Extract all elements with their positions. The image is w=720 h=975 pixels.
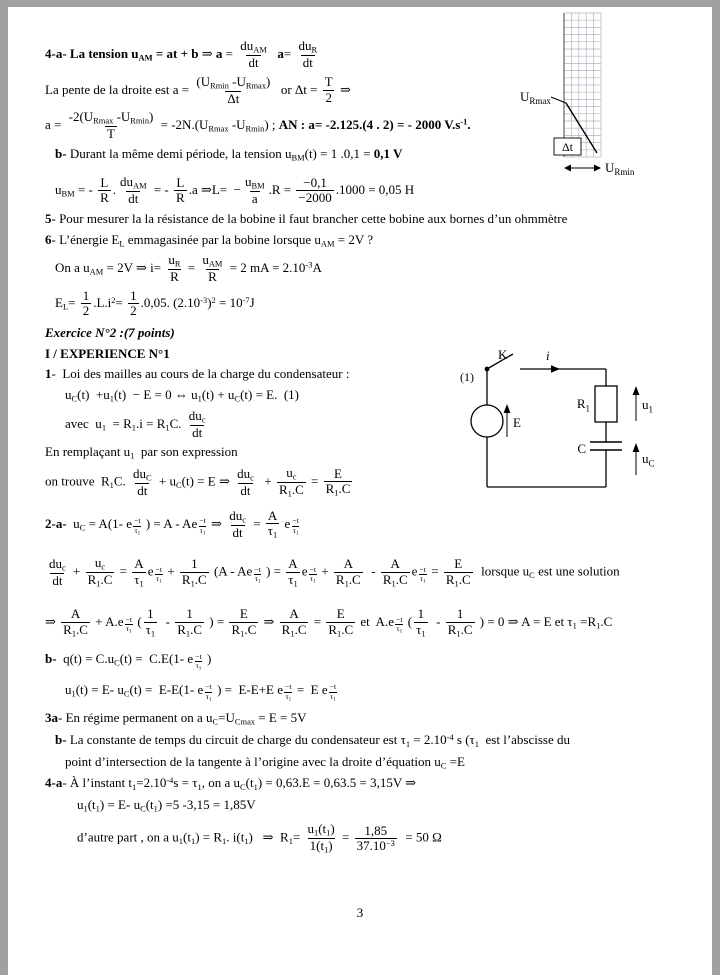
- fraction: $\frac{A}{R1.C}$: [281, 606, 307, 639]
- capacitor-plates: [590, 442, 622, 450]
- uc-label: $u_C$: [642, 451, 655, 469]
- fraction: $\frac{A}{\tau 1}$: [267, 507, 278, 540]
- c-label: C: [577, 441, 586, 456]
- doc-line: b- Durant la même demi période, la tension uBM(t) = 1 .0,1 = 0,1 V: [55, 145, 403, 163]
- fraction: $\frac{1}{R1.C}$: [181, 556, 207, 589]
- fraction: $\frac{1}{R1.C}$: [177, 606, 203, 639]
- doc-line: 1- Loi des mailles au cours de la charge du condensateur :: [45, 366, 350, 382]
- node1-label: (1): [460, 370, 474, 384]
- exponent-fraction: $\frac{-t}{\tau 1}$: [309, 564, 317, 585]
- doc-line: 3a- En régime permanent on a uC=UCmax = E = 5V: [45, 710, 307, 727]
- fraction: $\frac{E}{R1.C}$: [231, 606, 257, 639]
- doc-line: a = $\frac{-2(URmax -URmin)}{T}$ = -2N.(URmax -URmin) ; AN : a= -2.125.(4 . 2) = - 2000 $V.s^{-1}$.: [45, 109, 471, 142]
- fraction: $\frac{\text{duc}}{dt}$: [49, 556, 66, 589]
- fraction: $\frac{T}{2}$: [324, 74, 333, 105]
- current-label: i: [546, 348, 550, 363]
- fraction: $\frac{1,85}{37.10^{-3}}$: [356, 822, 395, 854]
- fraction: $\frac{uc}{R1.C}$: [87, 555, 113, 589]
- exponent-fraction: $\frac{-t}{\tau 1}$: [125, 614, 133, 635]
- exponent-fraction: $\frac{-t}{\tau 1}$: [205, 682, 212, 703]
- resistor-box: [595, 386, 617, 422]
- generator-symbol: [471, 405, 503, 437]
- doc-line: $\frac{\text{duc}}{dt}$ + $\frac{uc}{R1.C}$ = $\frac{A}{\tau 1}$ e $\frac{-t}{\tau 1}$ + $\frac{1}{R1.C}$ (A - Ae $\frac{-t}{\tau 1}$ ) = $\frac{A}{\tau 1}$ e $\frac{-t}{\tau 1}$ + $\frac{A}{R1.C}$ - $\frac{A}{R1.C}$ e $\frac{-t}{\tau 1}$ = $\frac{E}{R1.C}$ lorsque uC est une solution: [49, 555, 620, 589]
- exponent-fraction: $\frac{-t}{\tau 1}$: [155, 564, 163, 585]
- fraction: $\frac{A}{\tau 1}$: [134, 556, 144, 589]
- doc-line: Exercice N°2 :(7 points): [45, 324, 175, 340]
- doc-line: uC(t) +u1(t) − E = 0 ⇔ u1(t) + uC(t) = E. (1): [65, 387, 300, 404]
- fraction: $\frac{uR}{R}$: [168, 252, 181, 285]
- fraction: $\frac{A}{R1.C}$: [63, 606, 88, 639]
- doc-line: on trouve R1C. $\frac{\text{duC}}{dt}$ + uC(t) = E ⇒ $\frac{\text{duc}}{dt}$ + $\frac{uc}{R1.C}$ = $\frac{E}{R1.C}$: [45, 464, 351, 499]
- uc-voltage-arrow: [633, 443, 640, 475]
- fraction: $\frac{\text{uAM}}{R}$: [202, 252, 223, 285]
- source-label: E: [513, 415, 521, 430]
- doc-line: EL= $\frac{1}{2}$ $.L.i^2=$ $\frac{1}{2}$ .0,05. $(2.10^{-3})^2 = 10^{-7}J$: [55, 287, 255, 319]
- doc-line: d’autre part , on a u1(t1) = R1. i(t1) ⇒ R1= $\frac{u1(t1)}{1(t1)}$ = $\frac{1,85}{37.10^{-3}}$ = 50 Ω: [77, 821, 442, 855]
- fraction: $\frac{-0,1}{-2000}$: [298, 174, 332, 206]
- current-arrow: [551, 365, 560, 373]
- doc-line: I / EXPERIENCE N°1: [45, 345, 170, 361]
- rc-circuit-figure: [460, 347, 680, 512]
- fraction: $\frac{\text{duAM}}{dt}$: [119, 174, 147, 207]
- e-voltage-arrow: [504, 404, 511, 437]
- doc-line: b- La constante de temps du circuit de charge du condensateur est $\tau 1 = 2.10^{-4}$ s (τ1 est l’abscisse du: [55, 731, 570, 749]
- delta-t-arrow: [564, 165, 601, 172]
- fraction: $\frac{-2(URmax -URmin)}{T}$: [68, 109, 154, 142]
- doc-line: La pente de la droite est a = $\frac{(URmin -URmax)}{\Delta t}$ or Δt = $\frac{T}{2}$ ⇒: [45, 73, 351, 106]
- doc-line: On a uAM = 2V ⇒ i= $\frac{uR}{R}$ = $\frac{\text{uAM}}{R}$ = 2 mA = $2.10^{-3}A$: [55, 252, 322, 285]
- fraction: $\frac{\text{duC}}{dt}$: [133, 465, 152, 498]
- fraction: $\frac{\text{uBM}}{a}$: [244, 174, 265, 207]
- doc-line: ⇒ $\frac{A}{R1.C}$ + A.e $\frac{-t}{\tau 1}$ ( $\frac{1}{\tau 1}$ - $\frac{1}{R1.C}$ ) = $\frac{E}{R1.C}$ ⇒ $\frac{A}{R1.C}$ = $\frac{E}{R1.C}$ et A.e $\frac{-t}{\tau 1}$ ( $\frac{1}{\tau 1}$ - $\frac{1}{R1.C}$ ) = 0 ⇒ A = E et τ1 =R1.C: [45, 606, 613, 639]
- u1-voltage-arrow: [633, 386, 640, 421]
- doc-line: avec u1 = R1.i = R1C. $\frac{\text{duc}}{dt}$: [65, 407, 206, 440]
- fraction: $\frac{A}{\tau 1}$: [288, 556, 298, 589]
- exponent-fraction: $\frac{-t}{\tau 1}$: [419, 564, 426, 585]
- doc-line: uBM = - $\frac{L}{R}$ . $\frac{\text{duAM}}{dt}$ = - $\frac{L}{R}$ .a ⇒L= − $\frac{\text{uBM}}{a}$ .R = $\frac{-0,1}{-2000}$ .1000 = 0,05 H: [55, 174, 415, 207]
- exponent-fraction: $\frac{-t}{\tau 1}$: [329, 682, 337, 703]
- page-number: 3: [356, 905, 364, 920]
- switch-node: [485, 367, 490, 372]
- exponent-fraction: $\frac{-t}{\tau 1}$: [254, 564, 261, 585]
- fraction: $\frac{1}{R1.C}$: [447, 606, 473, 639]
- fraction: $\frac{\text{duc}}{dt}$: [188, 407, 206, 440]
- fraction: $\frac{uc}{R1.C}$: [278, 464, 304, 499]
- fraction: $\frac{1}{2}$: [130, 287, 137, 319]
- exponent-fraction: $\frac{-t}{\tau 1}$: [395, 614, 403, 635]
- fraction: $\frac{E}{R1.C}$: [328, 606, 354, 639]
- fraction: $\frac{L}{R}$: [176, 174, 185, 206]
- document-page: [8, 7, 712, 975]
- doc-line: u1(t) = E- uC(t) = E-E(1- e $\frac{-t}{\tau 1}$ ) = E-E+E e $\frac{-t}{\tau 1}$ = E e $\frac{-t}{\tau 1}$: [65, 681, 337, 703]
- fraction: $\frac{A}{R1.C}$: [335, 556, 361, 589]
- doc-line: b- q(t) = C.uC(t) = C.E(1- e $\frac{-t}{\tau 1}$ ): [45, 650, 212, 672]
- doc-line: 4-a- À l’instant $t1=2.10^{-4}s = \tau 1$, on a uC(t1) = 0,63.E = 0,63.5 = 3,15V ⇒: [45, 775, 417, 792]
- fraction: $\frac{1}{\tau 1}$: [145, 606, 156, 639]
- doc-line: 5- Pour mesurer la la résistance de la bobine il faut brancher cette bobine aux bornes d’un ohmmètre: [45, 210, 568, 226]
- fraction: $\frac{u1(t1)}{1(t1)}$: [307, 821, 335, 855]
- r1-label: $R_1$: [576, 396, 590, 414]
- fraction: $\frac{L}{R}$: [100, 174, 109, 206]
- urmax-label: $U_{Rmax}$: [520, 89, 551, 106]
- exponent-fraction: $\frac{-t}{\tau 1}$: [292, 516, 299, 537]
- exponent-fraction: $\frac{-t}{\tau 1}$: [195, 651, 202, 672]
- doc-line: point d’intersection de la tangente à l’origine avec la droite d’équation uC =E: [65, 753, 465, 771]
- doc-line: 2-a- uC = A(1- e $\frac{-t}{\tau 1}$ ) = A - Ae $\frac{-t}{\tau 1}$ ⇒ $\frac{\text{duc}}{dt}$ = $\frac{A}{\tau 1}$ e $\frac{-t}{\tau 1}$: [45, 507, 299, 540]
- delta-t-label: Δt: [561, 140, 574, 154]
- fraction: $\frac{A}{R1.C}$: [382, 556, 408, 589]
- fraction: $\frac{\text{duAM}}{dt}$: [240, 38, 267, 70]
- fraction: $\frac{1}{\tau 1}$: [416, 606, 426, 639]
- urmin-label: $U_{Rmin}$: [605, 160, 635, 177]
- doc-line: En remplaçant u1 par son expression: [45, 444, 238, 461]
- u1-label: $u_1$: [642, 397, 653, 415]
- fraction: $\frac{E}{R1.C}$: [445, 556, 471, 589]
- fraction: $\frac{(URmin -URmax)}{\Delta t}$: [196, 73, 271, 106]
- fraction: $\frac{\text{duc}}{dt}$: [237, 465, 254, 498]
- fraction: $\frac{1}{2}$: [82, 287, 90, 319]
- doc-line: 4-a- La tension uAM = at + b ⇒ a = $\frac{\text{duAM}}{dt}$ a= $\frac{\text{duR}}{dt}$: [45, 38, 318, 70]
- fraction: $\frac{E}{R1.C}$: [325, 465, 351, 498]
- doc-line: u1(t1) = E- uC(t1) =5 -3,15 = 1,85V: [77, 796, 256, 814]
- graph-grid: [561, 13, 601, 157]
- doc-line: 6- L’énergie EL emmagasinée par la bobine lorsque uAM = 2V ?: [45, 231, 374, 249]
- exponent-fraction: $\frac{-t}{\tau 1}$: [199, 516, 206, 537]
- fraction: $\frac{\text{duR}}{dt}$: [298, 38, 318, 70]
- switch-label: K: [498, 347, 508, 362]
- ur-signal-figure: [518, 11, 718, 183]
- exponent-fraction: $\frac{-t}{\tau 1}$: [134, 516, 141, 537]
- exponent-fraction: $\frac{-t}{\tau 1}$: [284, 682, 292, 703]
- circuit-wires: [471, 369, 622, 487]
- fraction: $\frac{\text{duc}}{dt}$: [229, 507, 246, 540]
